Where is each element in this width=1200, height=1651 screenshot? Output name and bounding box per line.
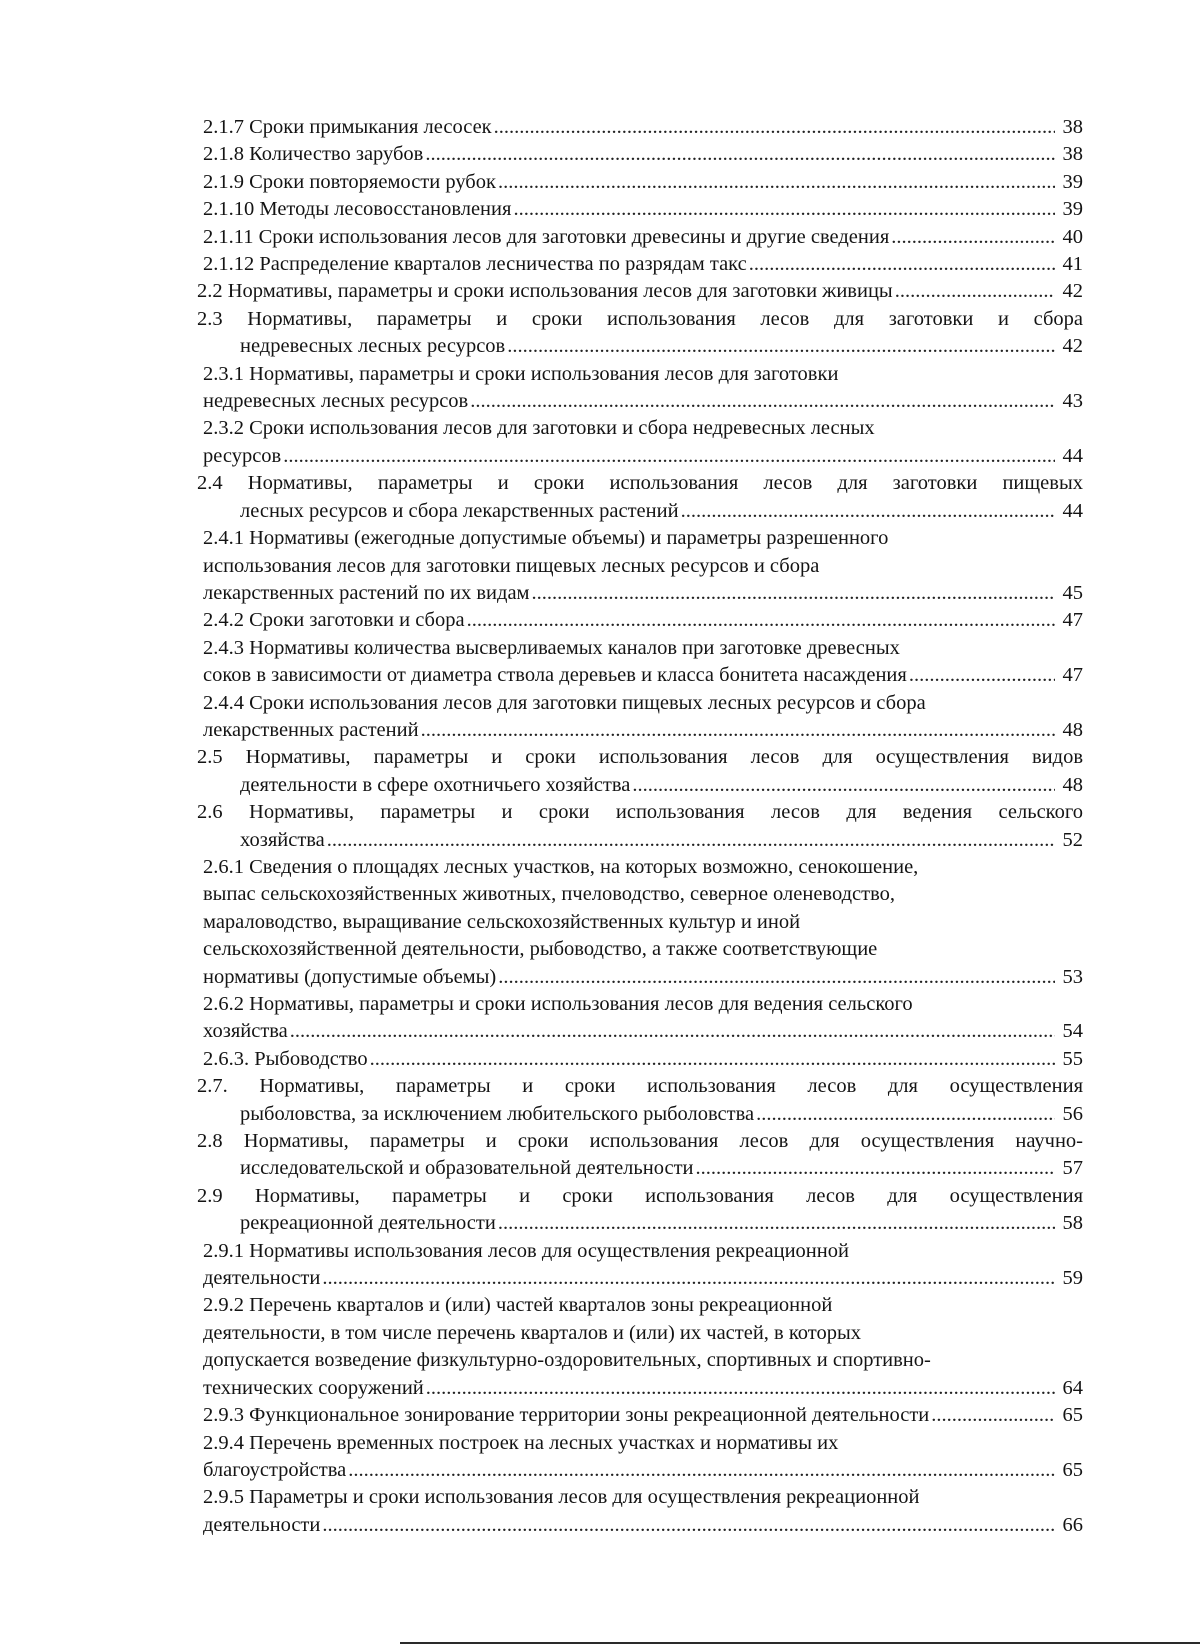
toc-entry-title: лекарственных растений по их видам bbox=[203, 581, 530, 604]
toc-entry-title-line: 2.4.3 Нормативы количества высверливаемых каналов при заготовке древесных bbox=[203, 636, 900, 659]
toc-entry[interactable] bbox=[203, 415, 1083, 470]
toc-entry[interactable] bbox=[197, 278, 1083, 305]
toc-entry-title-line: допускается возведение физкультурно-оздоровительных, спортивных и спортивно- bbox=[203, 1349, 931, 1372]
toc-entry[interactable] bbox=[203, 1484, 1083, 1539]
dot-leader bbox=[322, 1512, 1055, 1539]
toc-entry-title: недревесных лесных ресурсов bbox=[203, 390, 469, 413]
dot-leader bbox=[494, 114, 1055, 141]
toc-entry[interactable] bbox=[197, 1073, 1083, 1128]
dot-leader bbox=[498, 169, 1055, 196]
dot-leader bbox=[467, 607, 1055, 634]
toc-entry[interactable] bbox=[203, 854, 1083, 991]
toc-entry-title-line: 2.9.1 Нормативы использования лесов для осуществления рекреационной bbox=[203, 1239, 849, 1262]
toc-entry-title-line: 2.4 Нормативы, параметры и сроки использования лесов для заготовки пищевых bbox=[197, 472, 1083, 495]
dot-leader bbox=[931, 1402, 1055, 1429]
dot-leader bbox=[421, 717, 1055, 744]
toc-page-number: 42 bbox=[1062, 335, 1083, 358]
dot-leader bbox=[327, 827, 1055, 854]
toc-page-number: 38 bbox=[1062, 143, 1083, 166]
dot-leader bbox=[498, 1210, 1055, 1237]
toc-page-number: 65 bbox=[1062, 1404, 1083, 1427]
toc-entry-title-line: 2.4.4 Сроки использования лесов для заготовки пищевых лесных ресурсов и сбора bbox=[203, 691, 926, 714]
toc-entry[interactable] bbox=[203, 1430, 1083, 1485]
toc-page-number: 48 bbox=[1062, 718, 1083, 741]
toc-entry-title: благоустройства bbox=[203, 1458, 347, 1481]
toc-entry[interactable] bbox=[203, 1238, 1083, 1293]
toc-entry-title: хозяйства bbox=[203, 1020, 288, 1043]
toc-entry[interactable] bbox=[203, 690, 1083, 745]
toc-entry-title: рекреационной деятельности bbox=[240, 1212, 496, 1235]
toc-entry-title-line: сельскохозяйственной деятельности, рыбоводство, а также соответствующие bbox=[203, 938, 878, 961]
toc-entry-title-line: 2.3.1 Нормативы, параметры и сроки использования лесов для заготовки bbox=[203, 362, 839, 385]
dot-leader bbox=[749, 251, 1055, 278]
toc-entry[interactable] bbox=[197, 744, 1083, 799]
toc-entry-title-line: 2.9 Нормативы, параметры и сроки использования лесов для осуществления bbox=[197, 1184, 1083, 1207]
toc-entry-title-line: 2.3 Нормативы, параметры и сроки использования лесов для заготовки и сбора bbox=[197, 307, 1083, 330]
toc-page-number: 47 bbox=[1062, 609, 1083, 632]
toc-entry-title-line: 2.5 Нормативы, параметры и сроки использования лесов для осуществления видов bbox=[197, 746, 1083, 769]
toc-entry-title-line: мараловодство, выращивание сельскохозяйственных культур и иной bbox=[203, 910, 801, 933]
toc-page-number: 42 bbox=[1062, 280, 1083, 303]
dot-leader bbox=[290, 1018, 1055, 1045]
toc-entry-title-line: 2.6 Нормативы, параметры и сроки использования лесов для ведения сельского bbox=[197, 801, 1083, 824]
toc-page-number: 41 bbox=[1062, 253, 1083, 276]
toc-entry[interactable] bbox=[203, 1402, 1083, 1429]
toc-entry-title-line: 2.9.4 Перечень временных построек на лесных участках и нормативы их bbox=[203, 1431, 839, 1454]
dot-leader bbox=[283, 443, 1055, 470]
toc-entry-title: хозяйства bbox=[240, 828, 325, 851]
dot-leader bbox=[370, 1046, 1055, 1073]
dot-leader bbox=[696, 1155, 1055, 1182]
toc-entry-title: 2.1.11 Сроки использования лесов для заготовки древесины и другие сведения bbox=[203, 225, 890, 248]
toc-entry-title-line: использования лесов для заготовки пищевых лесных ресурсов и сбора bbox=[203, 554, 820, 577]
toc-entry-title: исследовательской и образовательной деятельности bbox=[240, 1157, 694, 1180]
toc-entry[interactable] bbox=[203, 169, 1083, 196]
dot-leader bbox=[322, 1265, 1055, 1292]
toc-entry-title-line: 2.6.1 Сведения о площадях лесных участков, на которых возможно, сенокошение, bbox=[203, 855, 919, 878]
scan-edge-line bbox=[400, 1642, 1200, 1644]
toc-entry[interactable] bbox=[197, 1183, 1083, 1238]
toc-entry-title: рыболовства, за исключением любительского рыболовства bbox=[240, 1102, 755, 1125]
toc-entry[interactable] bbox=[203, 114, 1083, 141]
toc-entry-title: ресурсов bbox=[203, 444, 282, 467]
dot-leader bbox=[756, 1101, 1055, 1128]
toc-entry-title: нормативы (допустимые объемы) bbox=[203, 965, 497, 988]
toc-page-number: 64 bbox=[1062, 1376, 1083, 1399]
toc-entry-title: 2.6.3. Рыбоводство bbox=[203, 1047, 368, 1070]
dot-leader bbox=[513, 196, 1055, 223]
toc-page-number: 39 bbox=[1062, 170, 1083, 193]
toc-entry-title-line: 2.9.2 Перечень кварталов и (или) частей кварталов зоны рекреационной bbox=[203, 1294, 833, 1317]
toc-page-number: 45 bbox=[1062, 581, 1083, 604]
toc-entry-title-line: 2.6.2 Нормативы, параметры и сроки использования лесов для ведения сельского bbox=[203, 993, 913, 1015]
toc-entry[interactable] bbox=[203, 991, 1083, 1046]
dot-leader bbox=[426, 1375, 1055, 1402]
toc-entry-title: лекарственных растений bbox=[203, 718, 419, 741]
dot-leader bbox=[425, 141, 1055, 168]
toc-entry-title: деятельности в сфере охотничьего хозяйства bbox=[240, 773, 631, 796]
toc-entry-title: 2.2 Нормативы, параметры и сроки использования лесов для заготовки живицы bbox=[197, 280, 893, 303]
toc-page-number: 58 bbox=[1062, 1212, 1083, 1235]
toc-entry[interactable] bbox=[203, 525, 1083, 607]
toc-page-number: 39 bbox=[1062, 198, 1083, 221]
toc-entry-title-line: 2.4.1 Нормативы (ежегодные допустимые объемы) и параметры разрешенного bbox=[203, 527, 889, 550]
toc-entry[interactable] bbox=[203, 224, 1083, 251]
toc-entry-title: деятельности bbox=[203, 1267, 321, 1290]
toc-entry-title-line: деятельности, в том числе перечень кварталов и (или) их частей, в которых bbox=[203, 1321, 861, 1344]
toc-page-number: 43 bbox=[1062, 390, 1083, 413]
toc-entry-title: 2.1.10 Методы лесовосстановления bbox=[203, 198, 512, 221]
toc-page-number: 65 bbox=[1062, 1458, 1083, 1481]
dot-leader bbox=[895, 278, 1055, 305]
dot-leader bbox=[348, 1457, 1055, 1484]
toc-entry-title-line: 2.3.2 Сроки использования лесов для заготовки и сбора недревесных лесных bbox=[203, 417, 875, 440]
toc-entry[interactable] bbox=[203, 251, 1083, 278]
dot-leader bbox=[681, 498, 1055, 525]
toc-entry[interactable] bbox=[197, 1128, 1083, 1183]
table-of-contents bbox=[197, 114, 1083, 1539]
toc-page-number: 53 bbox=[1062, 965, 1083, 988]
toc-page-number: 44 bbox=[1062, 499, 1083, 522]
toc-entry-title: деятельности bbox=[203, 1513, 321, 1536]
toc-entry-title: 2.1.7 Сроки примыкания лесосек bbox=[203, 116, 492, 138]
toc-entry-title: 2.1.9 Сроки повторяемости рубок bbox=[203, 170, 496, 193]
toc-page-number: 38 bbox=[1062, 116, 1083, 138]
toc-entry[interactable] bbox=[203, 1046, 1083, 1073]
toc-entry-title-line: 2.7. Нормативы, параметры и сроки использования лесов для осуществления bbox=[197, 1075, 1083, 1098]
toc-entry-title-line: 2.9.5 Параметры и сроки использования лесов для осуществления рекреационной bbox=[203, 1486, 920, 1509]
dot-leader bbox=[498, 964, 1055, 991]
toc-entry[interactable] bbox=[203, 196, 1083, 223]
toc-page-number: 40 bbox=[1062, 225, 1083, 248]
toc-entry-title-line: выпас сельскохозяйственных животных, пчеловодство, северное оленеводство, bbox=[203, 883, 896, 906]
toc-page-number: 44 bbox=[1062, 444, 1083, 467]
toc-entry[interactable] bbox=[203, 141, 1083, 168]
toc-entry[interactable] bbox=[203, 1292, 1083, 1402]
toc-page-number: 57 bbox=[1062, 1157, 1083, 1180]
toc-page-number: 48 bbox=[1062, 773, 1083, 796]
dot-leader bbox=[532, 580, 1055, 607]
toc-entry-title: лесных ресурсов и сбора лекарственных растений bbox=[240, 499, 679, 522]
toc-entry[interactable] bbox=[197, 306, 1083, 361]
toc-entry-title: 2.9.3 Функциональное зонирование территории зоны рекреационной деятельности bbox=[203, 1404, 930, 1427]
dot-leader bbox=[507, 333, 1055, 360]
toc-entry[interactable] bbox=[197, 470, 1083, 525]
toc-page-number: 54 bbox=[1062, 1020, 1083, 1043]
toc-entry-title: технических сооружений bbox=[203, 1376, 424, 1399]
toc-entry[interactable] bbox=[203, 635, 1083, 690]
toc-page-number: 47 bbox=[1062, 664, 1083, 687]
dot-leader bbox=[632, 772, 1055, 799]
toc-page-number: 59 bbox=[1062, 1267, 1083, 1290]
toc-entry-title: 2.1.12 Распределение кварталов лесничества по разрядам такс bbox=[203, 253, 747, 276]
toc-page-number: 66 bbox=[1062, 1513, 1083, 1536]
dot-leader bbox=[891, 224, 1055, 251]
toc-page-number: 55 bbox=[1062, 1047, 1083, 1070]
dot-leader bbox=[909, 662, 1055, 689]
toc-page-number: 56 bbox=[1062, 1102, 1083, 1125]
toc-entry[interactable] bbox=[197, 799, 1083, 854]
dot-leader bbox=[470, 388, 1055, 415]
toc-entry-title-line: 2.8 Нормативы, параметры и сроки использования лесов для осуществления научно- bbox=[197, 1130, 1083, 1153]
toc-entry[interactable] bbox=[203, 607, 1083, 634]
toc-entry-title: недревесных лесных ресурсов bbox=[240, 335, 506, 358]
toc-entry-title: 2.4.2 Сроки заготовки и сбора bbox=[203, 609, 465, 632]
toc-entry-title: 2.1.8 Количество зарубов bbox=[203, 143, 424, 166]
toc-page-number: 52 bbox=[1062, 828, 1083, 851]
toc-entry[interactable] bbox=[203, 361, 1083, 416]
toc-entry-title: соков в зависимости от диаметра ствола деревьев и класса бонитета насаждения bbox=[203, 664, 907, 687]
